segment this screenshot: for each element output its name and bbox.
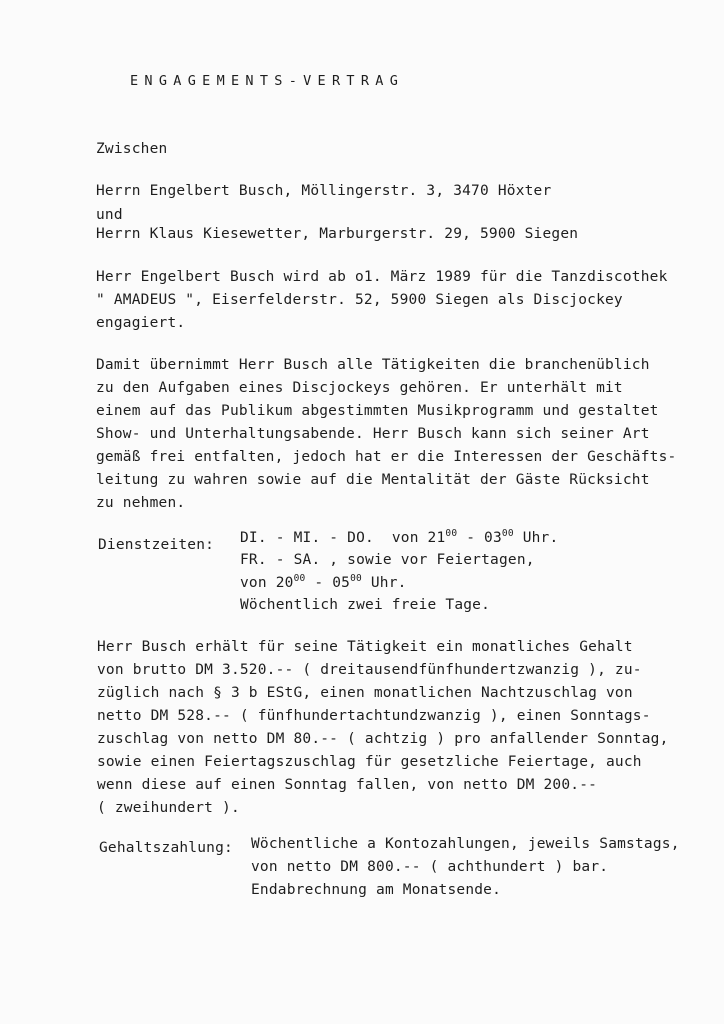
document-title: ENGAGEMENTS-VERTRAG [130,73,405,89]
paragraph-line: Herr Engelbert Busch wird ab o1. März 1989 für die Tanzdiscothek [96,269,668,285]
schedule-line-1: DI. - MI. - DO. von $21^{00} - 03^{00}$ Uhr. [240,528,559,546]
between-label: Zwischen [96,141,168,157]
payment-label: Gehaltszahlung: [99,840,233,856]
paragraph-line: von brutto DM 3.520.-- ( dreitausendfünfhundertzwanzig ), zu- [97,662,642,678]
payment-line: Wöchentliche a Kontozahlungen, jeweils Samstags, [251,836,680,852]
paragraph-line: leitung zu wahren sowie auf die Mentalität der Gäste Rücksicht [96,472,650,488]
paragraph-line: " AMADEUS ", Eiserfelderstr. 52, 5900 Siegen als Discjockey [96,292,623,308]
paragraph-line: gemäß frei entfalten, jedoch hat er die Interessen der Geschäfts- [96,449,677,465]
schedule-line-3: von $20^{00} - 05^{00}$ Uhr. [240,573,407,591]
paragraph-line: züglich nach § 3 b EStG, einen monatlichen Nachtzuschlag von [97,685,633,701]
paragraph-line: engagiert. [96,315,186,331]
paragraph-line: zuschlag von netto DM 80.-- ( achtzig ) pro anfallender Sonntag, [97,731,669,747]
party-1: Herrn Engelbert Busch, Möllingerstr. 3, 3470 Höxter [96,183,552,199]
paragraph-line: zu nehmen. [96,495,186,511]
paragraph-line: Show- und Unterhaltungsabende. Herr Busch kann sich seiner Art [96,426,650,442]
paragraph-line: netto DM 528.-- ( fünfhundertachtundzwanzig ), einen Sonntags- [97,708,651,724]
schedule-label: Dienstzeiten: [98,537,215,553]
paragraph-line: zu den Aufgaben eines Discjockeys gehören. Er unterhält mit [96,380,623,396]
paragraph-line: sowie einen Feiertagszuschlag für gesetzliche Feiertage, auch [97,754,642,770]
schedule-line-2: FR. - SA. , sowie vor Feiertagen, [240,552,535,568]
paragraph-line: wenn diese auf einen Sonntag fallen, von netto DM 200.-- [97,777,598,793]
paragraph-line: Damit übernimmt Herr Busch alle Tätigkeiten die branchenüblich [96,357,650,373]
party-2: Herrn Klaus Kiesewetter, Marburgerstr. 29, 5900 Siegen [96,226,579,242]
and-label: und [96,207,123,223]
paragraph-line: ( zweihundert ). [97,800,240,816]
schedule-line-4: Wöchentlich zwei freie Tage. [240,597,491,613]
paragraph-line: einem auf das Publikum abgestimmten Musikprogramm und gestaltet [96,403,659,419]
paragraph-line: Herr Busch erhält für seine Tätigkeit ein monatliches Gehalt [97,639,633,655]
payment-line: von netto DM 800.-- ( achthundert ) bar. [251,859,609,875]
payment-line: Endabrechnung am Monatsende. [251,882,502,898]
